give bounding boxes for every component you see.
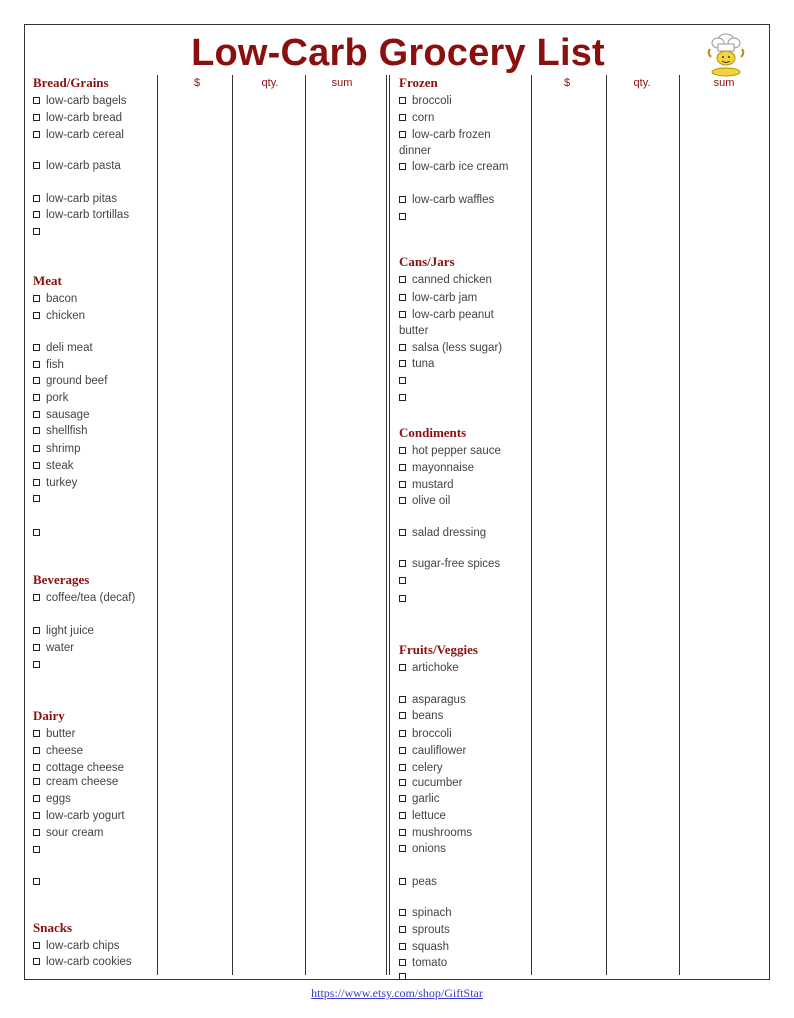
checkbox-icon[interactable] <box>399 577 406 584</box>
item-label: steak <box>46 460 74 472</box>
list-item[interactable] <box>399 791 525 807</box>
item-label: cucumber <box>412 777 463 789</box>
checkbox-icon[interactable] <box>399 959 406 966</box>
checkbox-icon[interactable] <box>399 481 406 488</box>
item-label: spinach <box>412 907 452 919</box>
item-label: tuna <box>412 358 435 370</box>
checkbox-icon[interactable] <box>399 344 406 351</box>
item-label: asparagus <box>412 694 466 706</box>
list-item[interactable] <box>399 209 525 225</box>
list-item[interactable] <box>33 93 159 109</box>
item-label: low-carb pitas <box>46 193 117 205</box>
checkbox-icon[interactable] <box>399 664 406 671</box>
checkbox-icon[interactable] <box>399 131 406 138</box>
list-item[interactable] <box>399 307 525 339</box>
item-label: hot pepper sauce <box>412 445 501 457</box>
list-item[interactable] <box>399 390 525 406</box>
list-item[interactable] <box>399 290 525 306</box>
checkbox-icon[interactable] <box>33 344 40 351</box>
item-label: fish <box>46 359 64 371</box>
item-label: mushrooms <box>412 827 473 839</box>
item-label: cream cheese <box>46 776 119 788</box>
checkbox-icon[interactable] <box>33 394 40 401</box>
checkbox-icon[interactable] <box>399 377 406 384</box>
list-item[interactable] <box>33 842 159 858</box>
checkbox-icon[interactable] <box>33 162 40 169</box>
checkbox-icon[interactable] <box>33 97 40 104</box>
list-item[interactable] <box>33 954 159 970</box>
category-title: Meat <box>33 273 62 288</box>
list-item[interactable] <box>33 791 159 807</box>
checkbox-icon[interactable] <box>33 747 40 754</box>
column-divider <box>232 75 233 975</box>
list-item[interactable] <box>399 825 525 841</box>
checkbox-icon[interactable] <box>33 211 40 218</box>
item-label: salsa (less sugar) <box>412 342 503 354</box>
checkbox-icon[interactable] <box>33 495 40 502</box>
list-item[interactable] <box>33 743 159 759</box>
item-label: sugar-free spices <box>412 558 501 570</box>
list-item[interactable] <box>33 224 159 240</box>
column-divider <box>531 75 532 975</box>
item-label: celery <box>412 762 443 774</box>
checkbox-icon[interactable] <box>399 294 406 301</box>
list-item[interactable] <box>399 460 525 476</box>
list-item[interactable] <box>33 640 159 656</box>
list-item[interactable] <box>399 760 525 776</box>
item-label: sour cream <box>46 827 104 839</box>
checkbox-icon[interactable] <box>33 795 40 802</box>
checkbox-icon[interactable] <box>33 846 40 853</box>
list-item[interactable] <box>399 573 525 589</box>
list-item[interactable] <box>399 939 525 955</box>
checkbox-icon[interactable] <box>33 764 40 771</box>
list-item[interactable] <box>33 774 159 790</box>
list-item[interactable] <box>399 726 525 742</box>
item-label: shellfish <box>46 425 88 437</box>
list-item[interactable] <box>33 357 159 373</box>
list-item[interactable] <box>33 207 159 223</box>
item-label: turkey <box>46 477 78 489</box>
checkbox-icon[interactable] <box>33 377 40 384</box>
checkbox-icon[interactable] <box>399 163 406 170</box>
list-item[interactable] <box>33 407 159 423</box>
item-label: low-carb bread <box>46 112 123 124</box>
item-label: low-carb tortillas <box>46 209 130 221</box>
item-label: ground beef <box>46 375 108 387</box>
item-label: onions <box>412 843 446 855</box>
checkbox-icon[interactable] <box>399 845 406 852</box>
list-item[interactable] <box>399 556 525 572</box>
category-title: Cans/Jars <box>399 254 455 269</box>
checkbox-icon[interactable] <box>33 812 40 819</box>
column-divider <box>606 75 607 975</box>
checkbox-icon[interactable] <box>399 447 406 454</box>
item-label: low-carb cookies <box>46 956 132 968</box>
category-title: Beverages <box>33 572 90 587</box>
checkbox-icon[interactable] <box>33 627 40 634</box>
list-item[interactable] <box>399 356 525 372</box>
checkbox-icon[interactable] <box>399 779 406 786</box>
list-item[interactable] <box>33 158 159 174</box>
list-item[interactable] <box>33 623 159 639</box>
checkbox-icon[interactable] <box>33 462 40 469</box>
checkbox-icon[interactable] <box>33 778 40 785</box>
item-label: artichoke <box>412 662 459 674</box>
checkbox-icon[interactable] <box>33 312 40 319</box>
item-label: low-carb frozen dinner <box>399 129 491 157</box>
sum-header: sum <box>331 77 353 89</box>
list-item[interactable] <box>399 477 525 493</box>
checkbox-icon[interactable] <box>33 427 40 434</box>
category-title: Bread/Grains <box>33 75 109 90</box>
list-item[interactable] <box>33 340 159 356</box>
list-item[interactable] <box>33 127 159 143</box>
checkbox-icon[interactable] <box>33 228 40 235</box>
item-label: peas <box>412 876 437 888</box>
item-label: olive oil <box>412 495 451 507</box>
price-header: $ <box>563 77 571 89</box>
checkbox-icon[interactable] <box>399 829 406 836</box>
checkbox-icon[interactable] <box>33 958 40 965</box>
list-item[interactable] <box>33 475 159 491</box>
column-divider <box>305 75 306 975</box>
list-item[interactable] <box>33 373 159 389</box>
item-label: low-carb waffles <box>412 194 495 206</box>
list-item[interactable] <box>33 390 159 406</box>
list-item[interactable] <box>399 775 525 791</box>
checkbox-icon[interactable] <box>399 394 406 401</box>
list-item[interactable] <box>399 808 525 824</box>
checkbox-icon[interactable] <box>399 747 406 754</box>
checkbox-icon[interactable] <box>399 973 406 980</box>
item-label: beans <box>412 710 444 722</box>
page-title: Low-Carb Grocery List <box>191 32 605 74</box>
grocery-list-sheet <box>24 24 770 980</box>
list-item[interactable] <box>399 192 525 208</box>
item-label: sausage <box>46 409 90 421</box>
checkbox-icon[interactable] <box>399 97 406 104</box>
list-item[interactable] <box>399 93 525 109</box>
list-item[interactable] <box>33 938 159 954</box>
checkbox-icon[interactable] <box>33 195 40 202</box>
list-item[interactable] <box>399 373 525 389</box>
item-label: shrimp <box>46 443 81 455</box>
checkbox-icon[interactable] <box>33 661 40 668</box>
checkbox-icon[interactable] <box>33 411 40 418</box>
item-label: low-carb peanut butter <box>399 309 494 337</box>
list-item[interactable] <box>33 657 159 673</box>
item-label: squash <box>412 941 450 953</box>
item-label: corn <box>412 112 435 124</box>
item-label: low-carb ice cream <box>412 161 509 173</box>
checkbox-icon[interactable] <box>33 529 40 536</box>
item-label: low-carb yogurt <box>46 810 125 822</box>
list-item[interactable] <box>33 441 159 457</box>
checkbox-icon[interactable] <box>399 730 406 737</box>
list-item[interactable] <box>33 525 159 541</box>
price-header: $ <box>193 77 201 89</box>
checkbox-icon[interactable] <box>399 114 406 121</box>
shop-link[interactable]: https://www.etsy.com/shop/GiftStar <box>311 986 483 1000</box>
item-label: butter <box>46 728 76 740</box>
list-item[interactable] <box>33 110 159 126</box>
checkbox-icon[interactable] <box>33 942 40 949</box>
list-item[interactable] <box>399 127 525 159</box>
list-item[interactable] <box>399 692 525 708</box>
checkbox-icon[interactable] <box>33 114 40 121</box>
item-label: cottage cheese <box>46 762 125 774</box>
item-label: chicken <box>46 310 85 322</box>
checkbox-icon[interactable] <box>399 213 406 220</box>
checkbox-icon[interactable] <box>399 764 406 771</box>
item-label: low-carb cereal <box>46 129 124 141</box>
item-label: cheese <box>46 745 84 757</box>
category-title: Frozen <box>399 75 438 90</box>
center-divider <box>386 75 390 975</box>
checkbox-icon[interactable] <box>33 878 40 885</box>
item-label: garlic <box>412 793 440 805</box>
item-label: lettuce <box>412 810 446 822</box>
checkbox-icon[interactable] <box>399 795 406 802</box>
checkbox-icon[interactable] <box>399 311 406 318</box>
checkbox-icon[interactable] <box>399 595 406 602</box>
checkbox-icon[interactable] <box>33 131 40 138</box>
list-item[interactable] <box>399 743 525 759</box>
list-item[interactable] <box>33 191 159 207</box>
checkbox-icon[interactable] <box>33 445 40 452</box>
checkbox-icon[interactable] <box>399 497 406 504</box>
list-item[interactable] <box>399 591 525 607</box>
list-item[interactable] <box>33 308 159 324</box>
item-label: canned chicken <box>412 274 492 286</box>
item-label: tomato <box>412 957 448 969</box>
chef-icon <box>701 31 751 79</box>
item-label: sprouts <box>412 924 450 936</box>
checkbox-icon[interactable] <box>399 812 406 819</box>
checkbox-icon[interactable] <box>399 196 406 203</box>
checkbox-icon[interactable] <box>33 829 40 836</box>
list-item[interactable] <box>399 660 525 676</box>
item-label: cauliflower <box>412 745 467 757</box>
item-label: low-carb bagels <box>46 95 127 107</box>
checkbox-icon[interactable] <box>399 529 406 536</box>
item-label: deli meat <box>46 342 93 354</box>
checkbox-icon[interactable] <box>399 276 406 283</box>
item-label: low-carb chips <box>46 940 120 952</box>
checkbox-icon[interactable] <box>399 943 406 950</box>
list-item[interactable] <box>33 458 159 474</box>
item-label: salad dressing <box>412 527 487 539</box>
checkbox-icon[interactable] <box>33 730 40 737</box>
list-item[interactable] <box>399 922 525 938</box>
list-item[interactable] <box>33 726 159 742</box>
list-item[interactable] <box>399 905 525 921</box>
list-item[interactable] <box>399 708 525 724</box>
list-item[interactable] <box>399 443 525 459</box>
item-label: coffee/tea (decaf) <box>46 592 136 604</box>
category-title: Condiments <box>399 425 467 440</box>
list-item[interactable] <box>33 491 159 507</box>
item-label: mustard <box>412 479 454 491</box>
item-label: mayonnaise <box>412 462 475 474</box>
checkbox-icon[interactable] <box>399 878 406 885</box>
checkbox-icon[interactable] <box>399 909 406 916</box>
checkbox-icon[interactable] <box>33 594 40 601</box>
list-item[interactable] <box>399 159 525 175</box>
list-item[interactable] <box>399 493 525 509</box>
qty-header: qty. <box>633 77 651 89</box>
item-label: low-carb jam <box>412 292 478 304</box>
list-item[interactable] <box>399 272 525 288</box>
checkbox-icon[interactable] <box>399 360 406 367</box>
category-title: Dairy <box>33 708 65 723</box>
list-item[interactable] <box>399 110 525 126</box>
category-title: Snacks <box>33 920 73 935</box>
list-item[interactable] <box>33 423 159 439</box>
item-label: light juice <box>46 625 94 637</box>
checkbox-icon[interactable] <box>399 696 406 703</box>
item-label: bacon <box>46 293 78 305</box>
sum-header: sum <box>713 77 735 89</box>
item-label: broccoli <box>412 728 452 740</box>
checkbox-icon[interactable] <box>399 712 406 719</box>
checkbox-icon[interactable] <box>399 926 406 933</box>
list-item[interactable] <box>33 874 159 890</box>
category-title: Fruits/Veggies <box>399 642 478 657</box>
list-item[interactable] <box>33 825 159 841</box>
checkbox-icon[interactable] <box>33 479 40 486</box>
list-item[interactable] <box>399 340 525 356</box>
checkbox-icon[interactable] <box>33 361 40 368</box>
item-label: low-carb pasta <box>46 160 121 172</box>
checkbox-icon[interactable] <box>33 644 40 651</box>
list-item[interactable] <box>33 291 159 307</box>
list-item[interactable] <box>33 590 159 606</box>
list-item[interactable] <box>399 841 525 857</box>
item-label: pork <box>46 392 69 404</box>
list-item[interactable] <box>33 808 159 824</box>
checkbox-icon[interactable] <box>33 295 40 302</box>
column-divider <box>679 75 680 975</box>
checkbox-icon[interactable] <box>399 560 406 567</box>
list-item[interactable] <box>399 874 525 890</box>
checkbox-icon[interactable] <box>399 464 406 471</box>
item-label: broccoli <box>412 95 452 107</box>
item-label: eggs <box>46 793 71 805</box>
item-label: water <box>46 642 75 654</box>
list-item[interactable] <box>399 525 525 541</box>
list-item[interactable] <box>399 969 525 980</box>
qty-header: qty. <box>261 77 279 89</box>
